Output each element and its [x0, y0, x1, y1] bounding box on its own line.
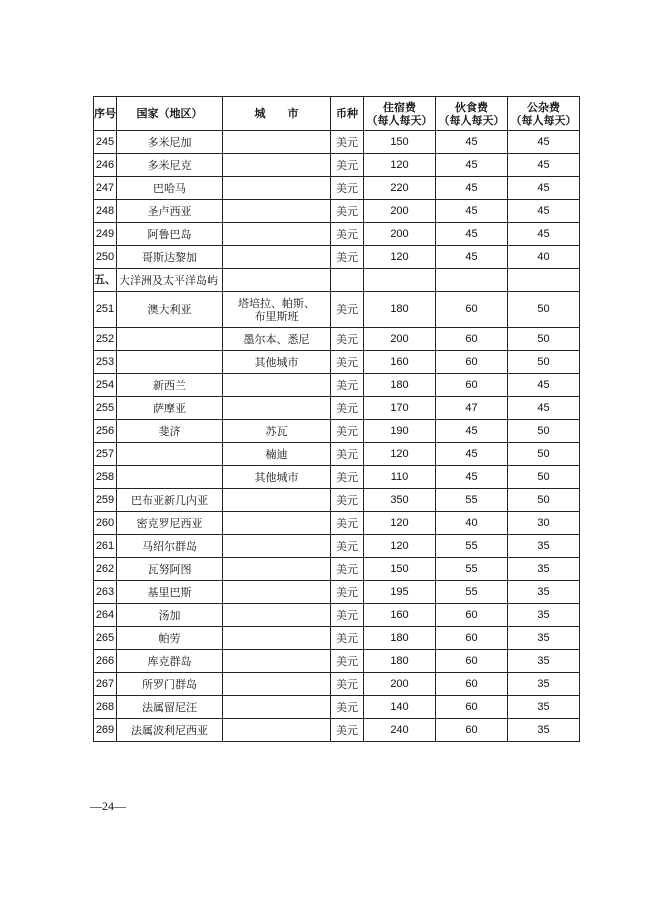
- lodging-fee: 150: [364, 558, 436, 581]
- food-fee: [436, 269, 508, 292]
- currency: 美元: [331, 719, 364, 742]
- country-name: 法属留尼汪: [117, 696, 223, 719]
- table-row: [94, 650, 580, 673]
- row-number: 262: [94, 558, 117, 581]
- currency: 美元: [331, 604, 364, 627]
- table-row: [94, 246, 580, 269]
- lodging-fee: 180: [364, 292, 436, 328]
- food-fee: 47: [436, 397, 508, 420]
- lodging-fee: 120: [364, 246, 436, 269]
- table-row: [94, 512, 580, 535]
- city-name: 其他城市: [223, 351, 331, 374]
- table-row: [94, 328, 580, 351]
- currency: 美元: [331, 200, 364, 223]
- city-name: [223, 223, 331, 246]
- table-row: [94, 696, 580, 719]
- lodging-fee: 140: [364, 696, 436, 719]
- row-number: 260: [94, 512, 117, 535]
- table-row: [94, 420, 580, 443]
- food-fee: 45: [436, 154, 508, 177]
- row-number: 263: [94, 581, 117, 604]
- table-row: [94, 200, 580, 223]
- food-fee: 60: [436, 292, 508, 328]
- row-number: 252: [94, 328, 117, 351]
- country-name: 所罗门群岛: [117, 673, 223, 696]
- city-name: 楠迪: [223, 443, 331, 466]
- lodging-fee: 120: [364, 154, 436, 177]
- country-name: 新西兰: [117, 374, 223, 397]
- row-number: 261: [94, 535, 117, 558]
- page-number: —24—: [90, 799, 126, 813]
- country-name: 瓦努阿图: [117, 558, 223, 581]
- city-name: [223, 489, 331, 512]
- food-fee: 55: [436, 535, 508, 558]
- country-name: 多米尼加: [117, 131, 223, 154]
- city-name: [223, 604, 331, 627]
- city-name: 塔培拉、帕斯、 布里斯班: [223, 292, 331, 328]
- misc-fee: 35: [508, 719, 580, 742]
- currency: 美元: [331, 627, 364, 650]
- misc-fee: 50: [508, 466, 580, 489]
- table-row: [94, 558, 580, 581]
- row-number: 245: [94, 131, 117, 154]
- lodging-fee: 180: [364, 650, 436, 673]
- table-row: [94, 581, 580, 604]
- header-misc: [508, 97, 580, 131]
- row-number: 265: [94, 627, 117, 650]
- lodging-fee: 120: [364, 535, 436, 558]
- row-number: 255: [94, 397, 117, 420]
- header-lodging-unit: （每人每天）: [366, 113, 433, 127]
- row-number: 五、: [94, 269, 117, 292]
- misc-fee: 35: [508, 650, 580, 673]
- country-name: 基里巴斯: [117, 581, 223, 604]
- row-number: 259: [94, 489, 117, 512]
- table-row: [94, 269, 580, 292]
- misc-fee: 50: [508, 328, 580, 351]
- lodging-fee: 190: [364, 420, 436, 443]
- row-number: 251: [94, 292, 117, 328]
- currency: 美元: [331, 397, 364, 420]
- currency: 美元: [331, 512, 364, 535]
- table-row: [94, 673, 580, 696]
- food-fee: 45: [436, 443, 508, 466]
- food-fee: 60: [436, 719, 508, 742]
- misc-fee: 45: [508, 223, 580, 246]
- country-name: 澳大利亚: [117, 292, 223, 328]
- country-name: 巴布亚新几内亚: [117, 489, 223, 512]
- lodging-fee: 200: [364, 223, 436, 246]
- row-number: 253: [94, 351, 117, 374]
- misc-fee: 50: [508, 420, 580, 443]
- country-name: [117, 443, 223, 466]
- food-fee: 40: [436, 512, 508, 535]
- misc-fee: 40: [508, 246, 580, 269]
- country-name: [117, 328, 223, 351]
- misc-fee: 35: [508, 535, 580, 558]
- table-row: [94, 489, 580, 512]
- currency: [331, 269, 364, 292]
- country-name: 圣卢西亚: [117, 200, 223, 223]
- misc-fee: 50: [508, 443, 580, 466]
- food-fee: 45: [436, 223, 508, 246]
- row-number: 258: [94, 466, 117, 489]
- country-name: 密克罗尼西亚: [117, 512, 223, 535]
- city-name: [223, 154, 331, 177]
- misc-fee: 45: [508, 177, 580, 200]
- row-number: 257: [94, 443, 117, 466]
- lodging-fee: 150: [364, 131, 436, 154]
- row-number: 249: [94, 223, 117, 246]
- table-row: [94, 154, 580, 177]
- misc-fee: 45: [508, 397, 580, 420]
- table-row: [94, 374, 580, 397]
- city-name: [223, 696, 331, 719]
- food-fee: 45: [436, 246, 508, 269]
- header-food-title: 伙食费: [455, 100, 488, 114]
- food-fee: 60: [436, 374, 508, 397]
- currency: 美元: [331, 420, 364, 443]
- misc-fee: 45: [508, 131, 580, 154]
- food-fee: 55: [436, 558, 508, 581]
- lodging-fee: 350: [364, 489, 436, 512]
- lodging-fee: 120: [364, 443, 436, 466]
- misc-fee: 35: [508, 581, 580, 604]
- table-row: [94, 604, 580, 627]
- lodging-fee: 200: [364, 673, 436, 696]
- currency: 美元: [331, 466, 364, 489]
- lodging-fee: 240: [364, 719, 436, 742]
- currency: 美元: [331, 673, 364, 696]
- currency: 美元: [331, 558, 364, 581]
- country-name: 阿鲁巴岛: [117, 223, 223, 246]
- table-row: [94, 351, 580, 374]
- city-name: [223, 535, 331, 558]
- table-row: [94, 292, 580, 328]
- lodging-fee: 200: [364, 328, 436, 351]
- country-name: 萨摩亚: [117, 397, 223, 420]
- table-row: [94, 443, 580, 466]
- misc-fee: 45: [508, 200, 580, 223]
- lodging-fee: 180: [364, 374, 436, 397]
- table-row: [94, 397, 580, 420]
- food-fee: 45: [436, 466, 508, 489]
- city-name: [223, 177, 331, 200]
- misc-fee: 50: [508, 292, 580, 328]
- misc-fee: 35: [508, 696, 580, 719]
- header-city: 城 市: [223, 97, 331, 131]
- misc-fee: 45: [508, 154, 580, 177]
- city-name: [223, 627, 331, 650]
- currency: 美元: [331, 223, 364, 246]
- lodging-fee: 180: [364, 627, 436, 650]
- misc-fee: 35: [508, 627, 580, 650]
- food-fee: 55: [436, 581, 508, 604]
- country-name: 哥斯达黎加: [117, 246, 223, 269]
- city-name: [223, 246, 331, 269]
- country-name: 法属波利尼西亚: [117, 719, 223, 742]
- food-fee: 60: [436, 351, 508, 374]
- row-number: 268: [94, 696, 117, 719]
- currency: 美元: [331, 581, 364, 604]
- allowance-table: [93, 96, 580, 742]
- city-name: [223, 512, 331, 535]
- table-row: [94, 535, 580, 558]
- table-row: [94, 177, 580, 200]
- city-name: 其他城市: [223, 466, 331, 489]
- misc-fee: 35: [508, 604, 580, 627]
- row-number: 246: [94, 154, 117, 177]
- city-name: [223, 719, 331, 742]
- city-name: [223, 374, 331, 397]
- misc-fee: 30: [508, 512, 580, 535]
- country-name: 巴哈马: [117, 177, 223, 200]
- city-name: [223, 558, 331, 581]
- country-name: 汤加: [117, 604, 223, 627]
- misc-fee: 35: [508, 558, 580, 581]
- misc-fee: [508, 269, 580, 292]
- misc-fee: 50: [508, 489, 580, 512]
- city-name: [223, 131, 331, 154]
- currency: 美元: [331, 374, 364, 397]
- currency: 美元: [331, 650, 364, 673]
- row-number: 266: [94, 650, 117, 673]
- table-row: [94, 223, 580, 246]
- row-number: 254: [94, 374, 117, 397]
- currency: 美元: [331, 292, 364, 328]
- currency: 美元: [331, 246, 364, 269]
- header-food-unit: （每人每天）: [438, 113, 505, 127]
- currency: 美元: [331, 177, 364, 200]
- food-fee: 60: [436, 604, 508, 627]
- row-number: 264: [94, 604, 117, 627]
- country-name: 库克群岛: [117, 650, 223, 673]
- city-name: [223, 673, 331, 696]
- country-name: [117, 351, 223, 374]
- header-no: 序号: [94, 97, 117, 131]
- lodging-fee: 110: [364, 466, 436, 489]
- misc-fee: 35: [508, 673, 580, 696]
- table-row: [94, 627, 580, 650]
- row-number: 248: [94, 200, 117, 223]
- header-misc-title: 公杂费: [527, 100, 560, 114]
- row-number: 256: [94, 420, 117, 443]
- row-number: 269: [94, 719, 117, 742]
- city-name: [223, 269, 331, 292]
- header-currency: 币种: [331, 97, 364, 131]
- city-name: 墨尔本、悉尼: [223, 328, 331, 351]
- misc-fee: 50: [508, 351, 580, 374]
- lodging-fee: 200: [364, 200, 436, 223]
- currency: 美元: [331, 154, 364, 177]
- currency: 美元: [331, 535, 364, 558]
- table-row: [94, 466, 580, 489]
- city-name: 苏瓦: [223, 420, 331, 443]
- header-lodging: [364, 97, 436, 131]
- lodging-fee: 170: [364, 397, 436, 420]
- city-name: [223, 650, 331, 673]
- header-row: [94, 97, 580, 131]
- lodging-fee: 160: [364, 604, 436, 627]
- header-food: [436, 97, 508, 131]
- currency: 美元: [331, 696, 364, 719]
- country-name: 帕劳: [117, 627, 223, 650]
- country-name: 马绍尔群岛: [117, 535, 223, 558]
- food-fee: 45: [436, 131, 508, 154]
- food-fee: 55: [436, 489, 508, 512]
- currency: 美元: [331, 351, 364, 374]
- country-name: 多米尼克: [117, 154, 223, 177]
- header-misc-unit: （每人每天）: [510, 113, 577, 127]
- country-name: [117, 466, 223, 489]
- city-name: [223, 581, 331, 604]
- currency: 美元: [331, 443, 364, 466]
- lodging-fee: 220: [364, 177, 436, 200]
- header-country: 国家（地区）: [117, 97, 223, 131]
- row-number: 250: [94, 246, 117, 269]
- food-fee: 60: [436, 650, 508, 673]
- currency: 美元: [331, 328, 364, 351]
- header-lodging-title: 住宿费: [383, 100, 416, 114]
- lodging-fee: 160: [364, 351, 436, 374]
- country-name: 斐济: [117, 420, 223, 443]
- lodging-fee: 120: [364, 512, 436, 535]
- city-name: [223, 200, 331, 223]
- table-row: [94, 131, 580, 154]
- food-fee: 45: [436, 177, 508, 200]
- lodging-fee: [364, 269, 436, 292]
- country-name: 大洋洲及太平洋岛屿: [117, 269, 223, 292]
- table-row: [94, 719, 580, 742]
- food-fee: 60: [436, 696, 508, 719]
- food-fee: 60: [436, 328, 508, 351]
- currency: 美元: [331, 131, 364, 154]
- row-number: 247: [94, 177, 117, 200]
- lodging-fee: 195: [364, 581, 436, 604]
- food-fee: 60: [436, 673, 508, 696]
- currency: 美元: [331, 489, 364, 512]
- row-number: 267: [94, 673, 117, 696]
- food-fee: 45: [436, 200, 508, 223]
- misc-fee: 45: [508, 374, 580, 397]
- food-fee: 60: [436, 627, 508, 650]
- city-name: [223, 397, 331, 420]
- food-fee: 45: [436, 420, 508, 443]
